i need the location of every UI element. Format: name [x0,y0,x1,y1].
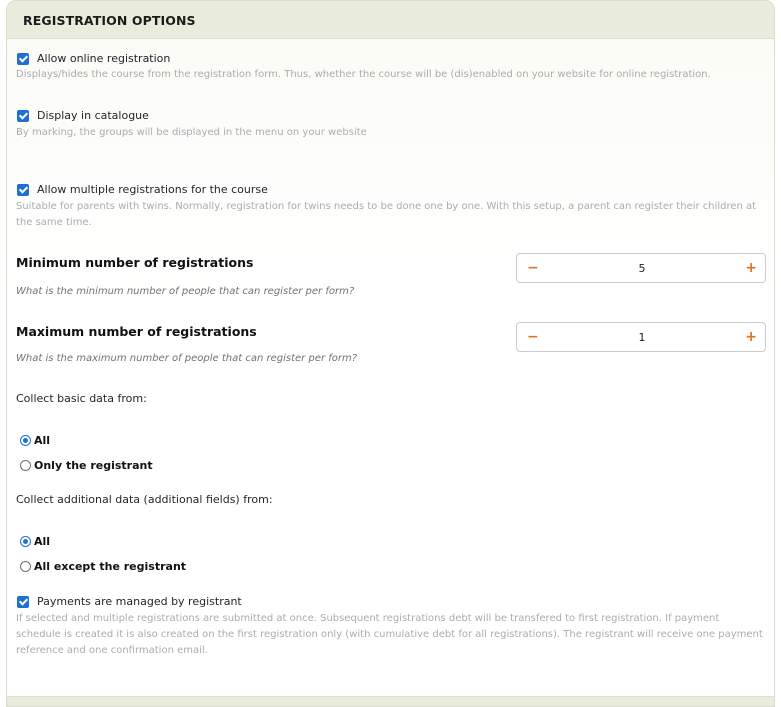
online-registration-option[interactable] [17,52,170,65]
min-registrations-title: Minimum number of registrations [16,255,254,270]
additional-data-all-radio[interactable] [20,536,31,547]
additional-data-option-all[interactable] [20,535,50,548]
panel-title: REGISTRATION OPTIONS [7,1,774,39]
max-registrations-help: What is the maximum number of people that can register per form? [16,353,358,364]
multiple-registrations-option[interactable] [17,183,268,196]
max-registrations-stepper[interactable] [516,322,766,352]
payments-registrant-checkbox[interactable] [17,596,29,608]
min-registrations-decrement-button[interactable]: − [527,260,539,276]
min-registrations-help: What is the minimum number of people that can register per form? [16,286,355,297]
additional-data-except-registrant-radio[interactable] [20,561,31,572]
min-registrations-increment-button[interactable]: + [745,260,757,276]
max-registrations-title: Maximum number of registrations [16,324,257,339]
basic-data-option-registrant[interactable] [20,459,153,472]
basic-data-registrant-radio[interactable] [20,460,31,471]
online-registration-description: Displays/hides the course from the registration form. Thus, whether the course will be (dis)enabled on your website for online registration. [16,69,711,80]
multiple-registrations-label[interactable]: Allow multiple registrations for the course [37,183,268,196]
panel-footer [7,696,774,706]
online-registration-checkbox[interactable] [17,53,29,65]
basic-data-registrant-label[interactable]: Only the registrant [34,459,153,472]
multiple-registrations-checkbox[interactable] [17,184,29,196]
display-catalogue-description: By marking, the groups will be displayed in the menu on your website [16,127,367,138]
payments-registrant-description: If selected and multiple registrations are submitted at once. Subsequent registrations debt will be transfered to first registration. If payment schedule is created it is also created on the first registration only (with cumulative debt for all registrations). The registrant will receive one payment reference and one confirmation email. [16,613,763,656]
basic-data-label: Collect basic data from: [16,392,147,405]
max-registrations-decrement-button[interactable]: − [527,329,539,345]
max-registrations-increment-button[interactable]: + [745,329,757,345]
basic-data-all-radio[interactable] [20,435,31,446]
basic-data-all-label[interactable]: All [34,434,51,447]
additional-data-label: Collect additional data (additional fields) from: [16,493,273,506]
additional-data-all-label[interactable]: All [34,535,51,548]
payments-registrant-option[interactable] [17,595,242,608]
multiple-registrations-description: Suitable for parents with twins. Normally, registration for twins needs to be done one by one. With this setup, a parent can register their children at the same time. [16,201,757,228]
display-catalogue-option[interactable] [17,109,149,122]
registration-options-panel [6,0,775,707]
display-catalogue-checkbox[interactable] [17,110,29,122]
basic-data-option-all[interactable] [20,434,50,447]
additional-data-option-except-registrant[interactable] [20,560,186,573]
payments-registrant-label[interactable]: Payments are managed by registrant [37,595,242,608]
min-registrations-value[interactable]: 5 [638,261,646,275]
display-catalogue-label[interactable]: Display in catalogue [37,109,149,122]
additional-data-except-registrant-label[interactable]: All except the registrant [34,560,187,573]
min-registrations-stepper[interactable] [516,253,766,283]
max-registrations-value[interactable]: 1 [638,330,646,344]
panel-body [7,39,774,696]
online-registration-label[interactable]: Allow online registration [37,52,171,65]
